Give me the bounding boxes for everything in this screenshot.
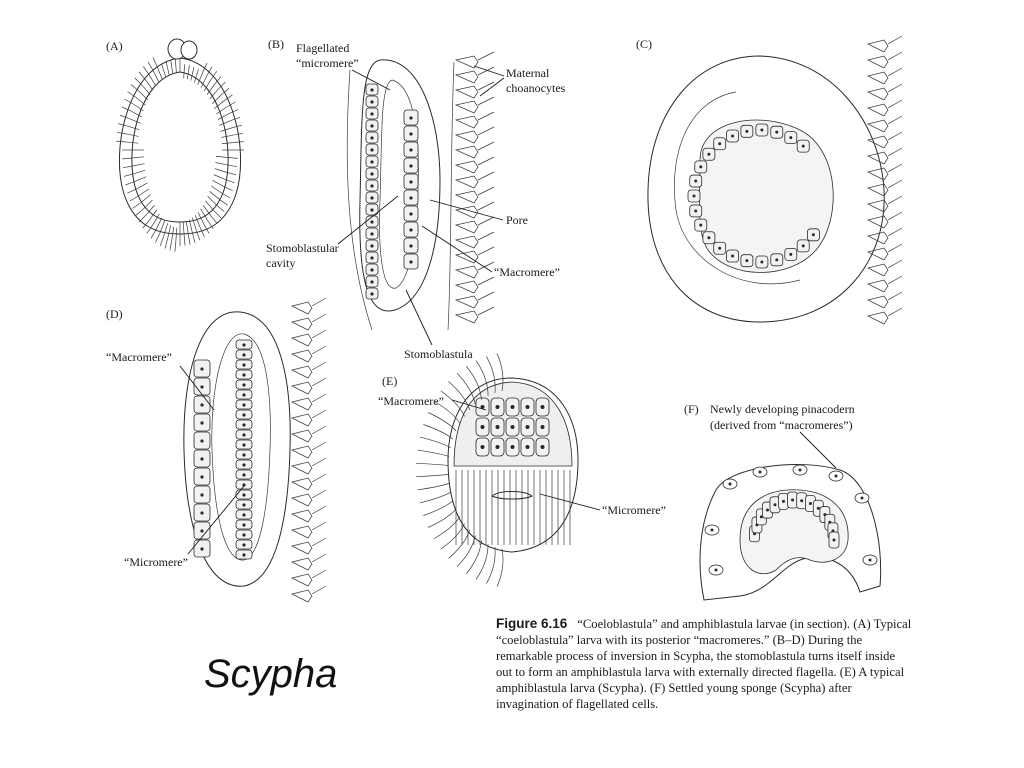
flagellum xyxy=(423,425,453,440)
typical-amphiblastula-drawing xyxy=(416,353,578,586)
panel-e-letter: (E) xyxy=(382,374,398,388)
choanocyte-cell xyxy=(292,542,312,554)
choanocyte-cell xyxy=(292,510,312,522)
flagellum xyxy=(416,475,448,477)
panel-f xyxy=(684,402,881,600)
label-macromere-e: “Macromere” xyxy=(378,394,444,408)
choanocyte-cell xyxy=(868,216,888,228)
flagellum xyxy=(457,536,475,567)
choanocyte-cell xyxy=(292,398,312,410)
choanocyte-cell xyxy=(868,280,888,292)
choanocyte-cell xyxy=(292,494,312,506)
figure-caption xyxy=(496,616,912,712)
panel-d xyxy=(106,298,326,602)
choanocyte-cell xyxy=(868,264,888,276)
panel-b xyxy=(266,37,566,361)
panel-c-letter: (C) xyxy=(636,37,652,51)
choanocyte-cell xyxy=(868,312,888,324)
choanocyte-cell xyxy=(868,56,888,68)
choanocyte-cell xyxy=(868,120,888,132)
choanocyte-cell xyxy=(868,168,888,180)
panel-c xyxy=(636,36,902,324)
flagellum xyxy=(449,381,470,410)
choanocyte-cell xyxy=(456,101,478,113)
choanocyte-cell xyxy=(868,72,888,84)
choanocyte-cell xyxy=(292,302,312,314)
choanocyte-cell xyxy=(292,350,312,362)
choanocyte-cell xyxy=(292,334,312,346)
choanocyte-cell xyxy=(456,176,478,188)
choanocyte-cell xyxy=(868,184,888,196)
choanocyte-cell xyxy=(456,131,478,143)
choanocyte-cell xyxy=(292,478,312,490)
choanocyte-cell xyxy=(292,558,312,570)
panel-a xyxy=(106,39,244,252)
panel-f-letter: (F) xyxy=(684,402,699,416)
choanocyte-cell xyxy=(456,146,478,158)
flagellum xyxy=(466,540,481,573)
choanocyte-cell xyxy=(456,296,478,308)
choanocyte-cell xyxy=(292,318,312,330)
flagellum xyxy=(420,492,451,503)
label-macromere-d: “Macromere” xyxy=(106,350,172,364)
label-stomoblastular-cavity-line2: cavity xyxy=(266,256,296,270)
panel-a-letter: (A) xyxy=(106,39,123,53)
panel-b-letter: (B) xyxy=(268,37,284,51)
choanocyte-cell xyxy=(292,366,312,378)
choanocyte-cell xyxy=(868,136,888,148)
coeloblastula-larva-drawing xyxy=(116,39,244,252)
flagellum xyxy=(449,530,470,559)
label-pore: Pore xyxy=(506,213,528,227)
label-pinacoderm-line1: Newly developing pinacodern xyxy=(710,402,855,416)
macromere-cell xyxy=(181,41,197,59)
flagellum xyxy=(497,549,503,587)
page-title: Scypha xyxy=(204,652,338,696)
label-stomoblastular-cavity-line1: Stomoblastular xyxy=(266,241,339,255)
choanocyte-cell xyxy=(292,430,312,442)
choanocyte-cell xyxy=(292,462,312,474)
label-macromere-b: “Macromere” xyxy=(494,265,560,279)
choanocyte-cell xyxy=(868,296,888,308)
choanocyte-cell xyxy=(868,40,888,52)
choanocyte-cell xyxy=(868,104,888,116)
amphiblastula-section-drawing xyxy=(184,298,326,602)
choanocyte-cell xyxy=(456,86,478,98)
choanocyte-cell xyxy=(292,414,312,426)
choanocyte-cell xyxy=(456,251,478,263)
label-pinacoderm-line2: (derived from “macromeres”) xyxy=(710,418,853,432)
choanocyte-cell xyxy=(456,266,478,278)
choanocyte-cell xyxy=(292,382,312,394)
label-stomoblastula: Stomoblastula xyxy=(404,347,473,361)
flagellum xyxy=(476,544,488,579)
choanocyte-cell xyxy=(456,161,478,173)
choanocyte-cell xyxy=(868,248,888,260)
choanocyte-cell xyxy=(456,281,478,293)
flagellum xyxy=(420,437,451,448)
stomoblastula-drawing xyxy=(347,52,494,330)
label-micromere-e: “Micromere” xyxy=(602,503,666,517)
choanocyte-cell xyxy=(456,236,478,248)
choanocyte-cell xyxy=(456,311,478,323)
choanocyte-cell xyxy=(456,116,478,128)
choanocyte-cell xyxy=(868,88,888,100)
flagellum xyxy=(416,463,448,465)
choanocyte-cell xyxy=(456,71,478,83)
inversion-stage-drawing xyxy=(648,36,902,324)
flagellum xyxy=(423,501,453,516)
label-flagellated-line1: Flagellated xyxy=(296,41,350,55)
panel-d-letter: (D) xyxy=(106,307,123,321)
label-maternal-line2: choanocytes xyxy=(506,81,566,95)
choanocyte-cell xyxy=(292,526,312,538)
caption-text: “Coeloblastula” and amphiblastula larvae (in section). (A) Typical “coeloblastula” larva with its posterior “macromeres.” (B–D) During the remarkable process of inversion in Scypha, the stomoblastula turns itself inside out to form an amphiblastula larva with externally directed flagella. (E) A typical amphiblastula larva (Scypha). (F) Settled young sponge (Scypha) after invagination of flagellated cells. xyxy=(496,617,912,711)
label-micromere-d: “Micromere” xyxy=(124,555,188,569)
choanocyte-cell xyxy=(456,191,478,203)
figure-number: Figure 6.16 xyxy=(496,616,568,631)
choanocyte-cell xyxy=(456,221,478,233)
flagellum xyxy=(417,450,449,456)
label-flagellated-line2: “micromere” xyxy=(296,56,359,70)
choanocyte-cell xyxy=(292,446,312,458)
choanocyte-cell xyxy=(292,590,312,602)
settled-young-sponge-drawing xyxy=(700,464,881,600)
choanocyte-cell xyxy=(292,574,312,586)
flagellum xyxy=(417,484,449,490)
panel-e xyxy=(378,353,666,586)
choanocyte-cell xyxy=(868,152,888,164)
choanocyte-cell xyxy=(868,200,888,212)
label-maternal-line1: Maternal xyxy=(506,66,550,80)
